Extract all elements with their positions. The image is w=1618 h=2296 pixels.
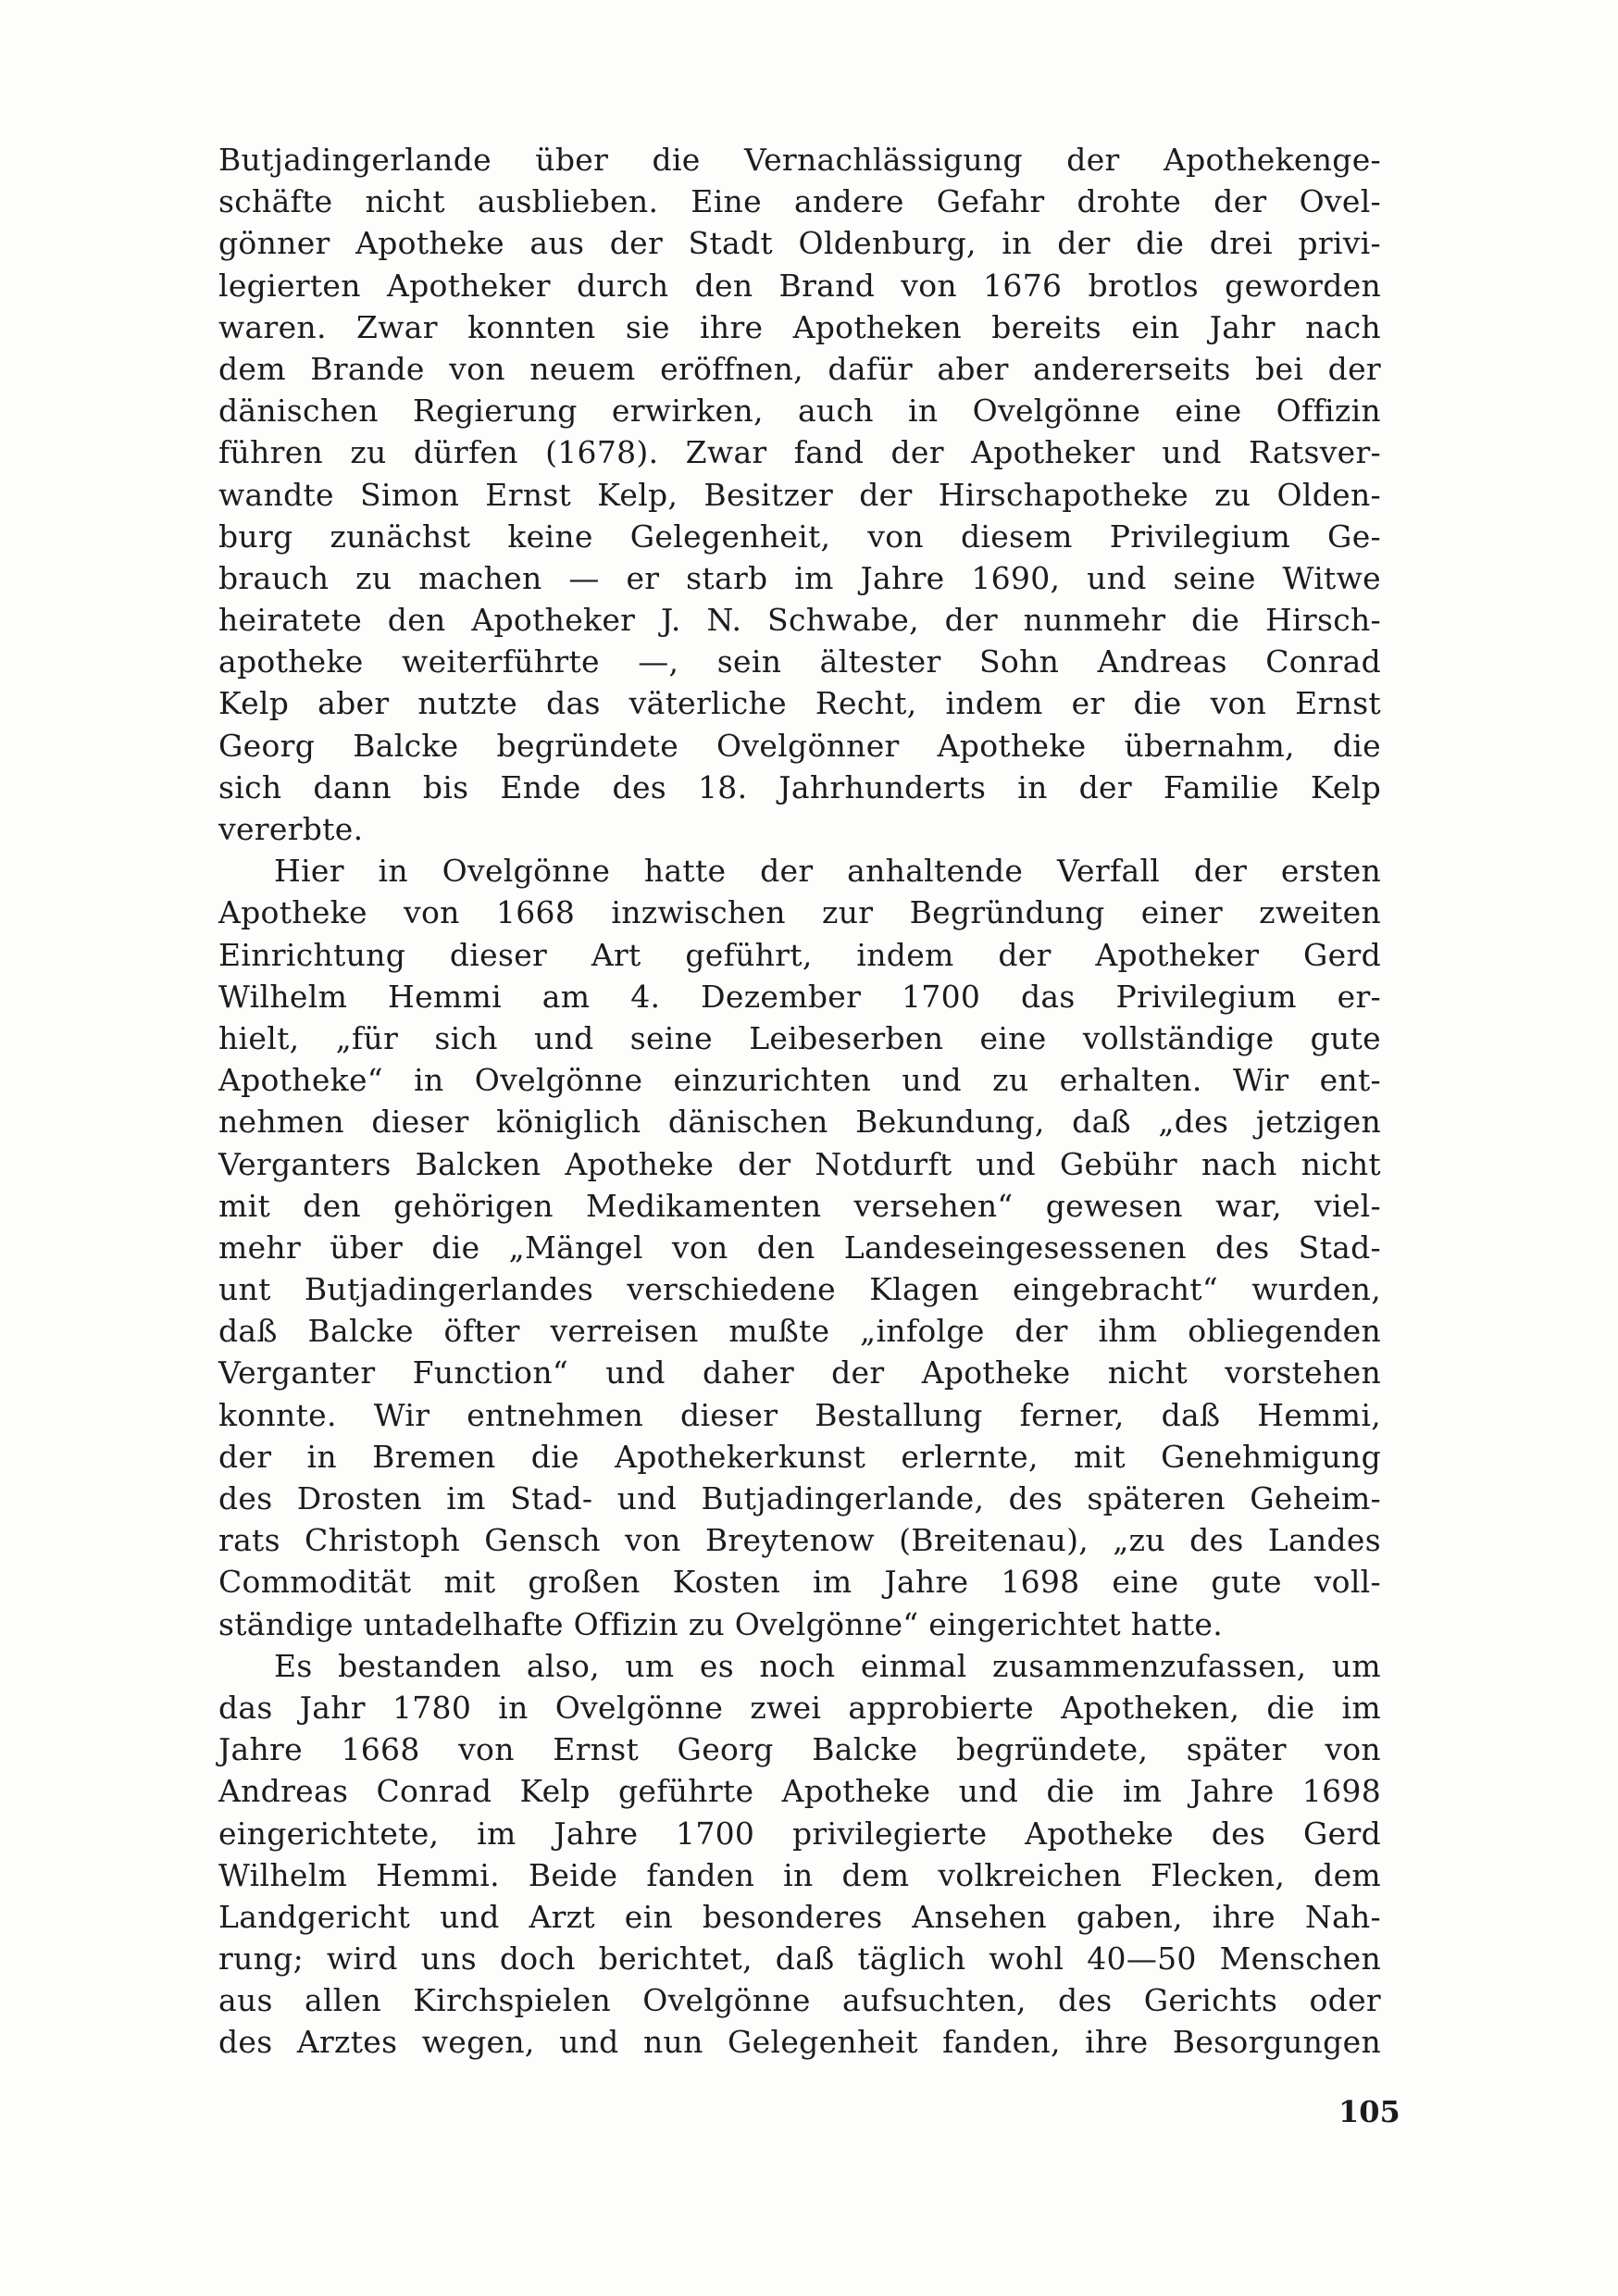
text-line: führen zu dürfen (1678). Zwar fand der Apotheker und Ratsver- bbox=[218, 434, 1381, 471]
text-line: eingerichtete, im Jahre 1700 privilegierte Apotheke des Gerd bbox=[218, 1815, 1381, 1852]
text-line: konnte. Wir entnehmen dieser Bestallung ferner, daß Hemmi, bbox=[218, 1396, 1381, 1433]
text-line: aus allen Kirchspielen Ovelgönne aufsuchten, des Gerichts oder bbox=[218, 1982, 1381, 2019]
text-line: Kelp aber nutzte das väterliche Recht, indem er die von Ernst bbox=[218, 685, 1381, 722]
text-line: Landgericht und Arzt ein besonderes Ansehen gaben, ihre Nah- bbox=[218, 1898, 1381, 1935]
text-line: rung; wird uns doch berichtet, daß täglich wohl 40—50 Menschen bbox=[218, 1940, 1381, 1978]
text-line: burg zunächst keine Gelegenheit, von diesem Privilegium Ge- bbox=[218, 518, 1381, 555]
text-line: gönner Apotheke aus der Stadt Oldenburg, in der die drei privi- bbox=[218, 225, 1381, 262]
text-line: apotheke weiterführte —, sein ältester Sohn Andreas Conrad bbox=[218, 643, 1381, 680]
body-text bbox=[218, 139, 1381, 2064]
text-line: ständige untadelhafte Offizin zu Ovelgönne“ eingerichtet hatte. bbox=[218, 1605, 1224, 1642]
text-line: rats Christoph Gensch von Breytenow (Breitenau), „zu des Landes bbox=[218, 1522, 1381, 1559]
text-line: legierten Apotheker durch den Brand von 1676 brotlos geworden bbox=[218, 267, 1381, 304]
text-line: wandte Simon Ernst Kelp, Besitzer der Hirschapotheke zu Olden- bbox=[218, 476, 1381, 513]
text-line: Einrichtung dieser Art geführt, indem der Apotheker Gerd bbox=[218, 936, 1381, 973]
text-line: Verganters Balcken Apotheke der Notdurft und Gebühr nach nicht bbox=[218, 1145, 1381, 1182]
text-line: des Drosten im Stad- und Butjadingerlande, des späteren Geheim- bbox=[218, 1480, 1381, 1516]
text-line: dem Brande von neuem eröffnen, dafür aber andererseits bei der bbox=[218, 350, 1381, 387]
text-line: daß Balcke öfter verreisen mußte „infolge der ihm obliegenden bbox=[218, 1313, 1381, 1350]
text-line: Jahre 1668 von Ernst Georg Balcke begründete, später von bbox=[218, 1731, 1381, 1768]
text-line: brauch zu machen — er starb im Jahre 1690, und seine Witwe bbox=[218, 559, 1381, 596]
text-line: der in Bremen die Apothekerkunst erlernte, mit Genehmigung bbox=[218, 1438, 1381, 1475]
text-line: schäfte nicht ausblieben. Eine andere Gefahr drohte der Ovel- bbox=[218, 183, 1381, 220]
text-line: das Jahr 1780 in Ovelgönne zwei approbierte Apotheken, die im bbox=[218, 1689, 1381, 1726]
text-line: Butjadingerlande über die Vernachlässigung der Apothekenge- bbox=[218, 142, 1381, 178]
page-number: 105 bbox=[1338, 2094, 1400, 2129]
text-line: waren. Zwar konnten sie ihre Apotheken bereits ein Jahr nach bbox=[218, 308, 1381, 345]
paragraph-2 bbox=[218, 850, 1381, 1645]
text-line: Andreas Conrad Kelp geführte Apotheke und die im Jahre 1698 bbox=[218, 1773, 1381, 1810]
text-line: nehmen dieser königlich dänischen Bekundung, daß „des jetzigen bbox=[218, 1104, 1381, 1141]
text-line: mehr über die „Mängel von den Landeseingesessenen des Stad- bbox=[218, 1229, 1381, 1266]
text-line: hielt, „für sich und seine Leibeserben eine vollständige gute bbox=[218, 1019, 1381, 1056]
text-line: des Arztes wegen, und nun Gelegenheit fanden, ihre Besorgungen bbox=[218, 2024, 1381, 2061]
text-line: Apotheke“ in Ovelgönne einzurichten und zu erhalten. Wir ent- bbox=[218, 1062, 1381, 1099]
paragraph-1 bbox=[218, 139, 1381, 850]
paragraph-3 bbox=[218, 1645, 1381, 2064]
text-line: Apotheke von 1668 inzwischen zur Begründung einer zweiten bbox=[218, 894, 1381, 931]
text-line: sich dann bis Ende des 18. Jahrhunderts in der Familie Kelp bbox=[218, 768, 1381, 805]
text-line: dänischen Regierung erwirken, auch in Ovelgönne eine Offizin bbox=[218, 393, 1381, 430]
text-line: Commodität mit großen Kosten im Jahre 1698 eine gute voll- bbox=[218, 1564, 1381, 1601]
text-line: Hier in Ovelgönne hatte der anhaltende Verfall der ersten bbox=[274, 853, 1381, 890]
text-line: Es bestanden also, um es noch einmal zusammenzufassen, um bbox=[274, 1647, 1381, 1684]
text-line: Verganter Function“ und daher der Apotheke nicht vorstehen bbox=[218, 1354, 1381, 1391]
text-line: vererbte. bbox=[218, 811, 364, 847]
text-line: Georg Balcke begründete Ovelgönner Apotheke übernahm, die bbox=[218, 727, 1381, 764]
text-line: mit den gehörigen Medikamenten versehen“ gewesen war, viel- bbox=[218, 1187, 1381, 1224]
text-line: Wilhelm Hemmi. Beide fanden in dem volkreichen Flecken, dem bbox=[218, 1856, 1381, 1893]
text-line: Wilhelm Hemmi am 4. Dezember 1700 das Privilegium er- bbox=[218, 978, 1381, 1015]
text-line: unt Butjadingerlandes verschiedene Klagen eingebracht“ wurden, bbox=[218, 1271, 1381, 1308]
text-line: heiratete den Apotheker J. N. Schwabe, der nunmehr die Hirsch- bbox=[218, 602, 1381, 639]
